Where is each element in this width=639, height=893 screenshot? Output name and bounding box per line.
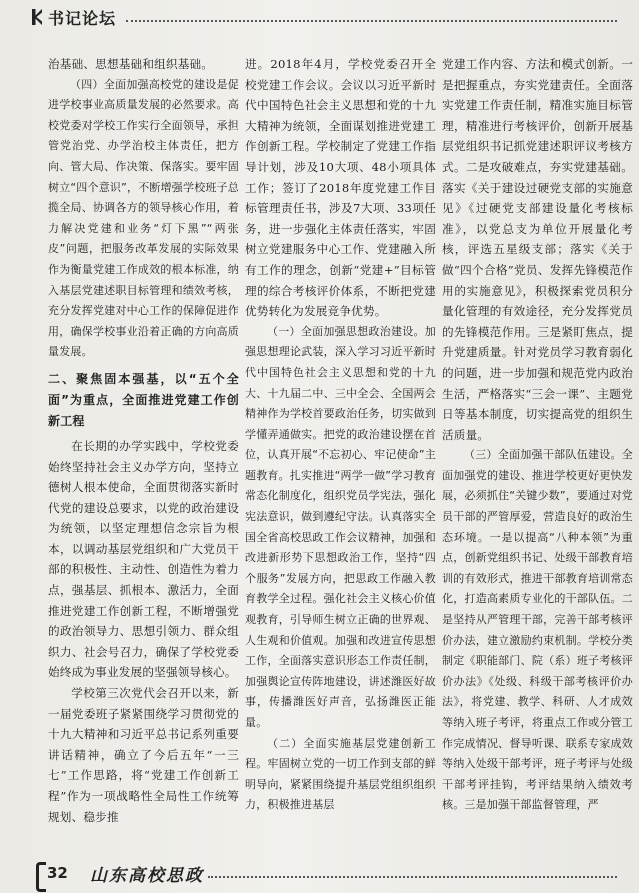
paragraph: 在长期的办学实践中，学校党委始终坚持社会主义办学方向，坚持立德树人根本使命，全面贯彻落实新时代党的建设总要求，以党的政治建设为统领，以坚定理想信念宗旨为根本，以调动基层党组织和广大党员干部的积极性、主动性、创造性为着力点，强基层、抓根本、激活力，全面推进党建工作创新工程，不断增强党的政治领导力、思想引领力、群众组织力、社会号召力，确保了学校党委始终成为事业发展的坚强领导核心。 xyxy=(48,438,239,680)
footer-dotted-rule xyxy=(208,876,617,878)
header-dotted-rule xyxy=(126,20,617,22)
paragraph: 党建工作内容、方法和模式创新。一是把握重点，夯实党建责任。全面落实党建工作责任制，精准实施目标管理，精准进行考核评价，创新开展基层党组织书记抓党建述职评议考核方式。二是攻破难点，夯实党建基础。落实《关于建设过硬党支部的实施意见》《过硬党支部建设量化考核标准》，以党总支为单位开展量化考核，评选五星级支部；落实《关于做“四个合格”党员、发挥先锋模范作用的实施意见》，积极探索党员积分量化管理的有效途径，充分发挥党员的先锋模范作用。三是紧盯焦点，提升党建质量。针对党员学习教育弱化的问题，进一步加强和规范党内政治生活，严格落实“三会一课”、主题党日等基本制度，切实提高党的组织生活质量。 xyxy=(442,57,633,442)
page-number: 32 xyxy=(47,864,68,882)
text-column-1 xyxy=(48,54,239,827)
paragraph: 进。2018年4月，学校党委召开全校党建工作会议。会议以习近平新时代中国特色社会主义思想和党的十九大精神为统领，全面谋划推进党建工作创新工程。学校制定了党建工作指导计划，涉及10大项、48小项具体工作；签订了2018年度党建工作目标管理责任书，涉及7大项、33项任务，进一步强化主体责任落实，牢固树立党建服务中心工作、党建融入所有工作的理念，创新“党建+”目标管理的综合考核评价体系，不断把党建优势转化为发展竞争优势。 xyxy=(245,57,436,319)
text-column-3 xyxy=(442,54,633,816)
section-title: 书记论坛 xyxy=(48,9,117,28)
paragraph: 治基础、思想基础和组织基础。 xyxy=(48,57,214,71)
page-footer xyxy=(0,856,639,893)
page-number-bracket xyxy=(36,862,46,892)
paragraph: （二）全面实施基层党建创新工程。牢固树立党的一切工作到支部的鲜明导向，紧紧围绕提升基层党组织组织力，积极推进基层 xyxy=(245,736,436,812)
page-header xyxy=(0,0,639,34)
text-column-2 xyxy=(245,54,436,816)
section-heading: 二、聚焦固本强基，以“五个全面”为重点，全面推进党建工作创新工程 xyxy=(48,371,239,428)
magazine-name: 山东高校思政 xyxy=(90,866,204,886)
paragraph: （三）全面加强干部队伍建设。全面加强党的建设、推进学校更好更快发展，必须抓住“关键少数”，要通过对党员干部的严管厚爱，营造良好的政治生态环境。一是以提高“八种本领”为重点，创新党组织书记、处级干部教育培训的有效形式，推进干部教育培训常态化，打造高素质专业化的干部队伍。二是坚持从严管理干部，完善干部考核评价办法，建立激励约束机制。学校分类制定《职能部门、院（系）班子考核评价办法》《处级、科级干部考核评价办法》，将党建、教学、科研、人才成效等纳入班子考评，将重点工作或分管工作完成情况、督导听课、联系专家成效等纳入处级干部考评，班子考评与处级干部考评挂钩，考评结果纳入绩效考核。三是加强干部监督管理，严 xyxy=(442,448,633,812)
paragraph: （一）全面加强思想政治建设。加强思想理论武装，深入学习习近平新时代中国特色社会主义思想和党的十九大、十九届二中、三中全会、全国两会精神作为学校首要政治任务，切实做到学懂弄通做实。把党的政治建设摆在首位，认真开展“不忘初心、牢记使命”主题教育。扎实推进“两学一做”学习教育常态化制度化，组织党员学宪法，强化宪法意识，做到遵纪守法。认真落实全国全省高校思政工作会议精神，加强和改进新形势下思想政治工作，坚持“四个服务”发展方向，把思政工作融入教育教学全过程。强化社会主义核心价值观教育，引导师生树立正确的世界观、人生观和价值观。加强和改进宣传思想工作，全面落实意识形态工作责任制，加强舆论宣传阵地建设，讲述潍医好故事，传播潍医好声音，弘扬潍医正能量。 xyxy=(245,324,436,729)
paragraph: （四）全面加强高校党的建设是促进学校事业高质量发展的必然要求。高校党委对学校工作实行全面领导，承担管党治党、办学治校主体责任，把方向、管大局、作决策、保落实。要牢固树立“四个意识”，不断增强学校班子总揽全局、协调各方的领导核心作用，着力解决党建和业务“灯下黑”“两张皮”问题，把服务改革发展的实际效果作为衡量党建工作成效的根本标准，纳入基层党建述职目标管理和绩效考核，充分发挥党建对中心工作的保障促进作用，确保学校事业沿着正确的方向高质量发展。 xyxy=(48,77,239,359)
k-bracket-icon xyxy=(32,9,42,25)
paragraph: 学校第三次党代会召开以来，新一届党委班子紧紧围绕学习贯彻党的十九大精神和习近平总书记系列重要讲话精神，确立了今后五年“一三七”工作思路，将“党建工作创新工程”作为一项战略性全局性工作统筹规划、稳步推 xyxy=(48,686,239,824)
